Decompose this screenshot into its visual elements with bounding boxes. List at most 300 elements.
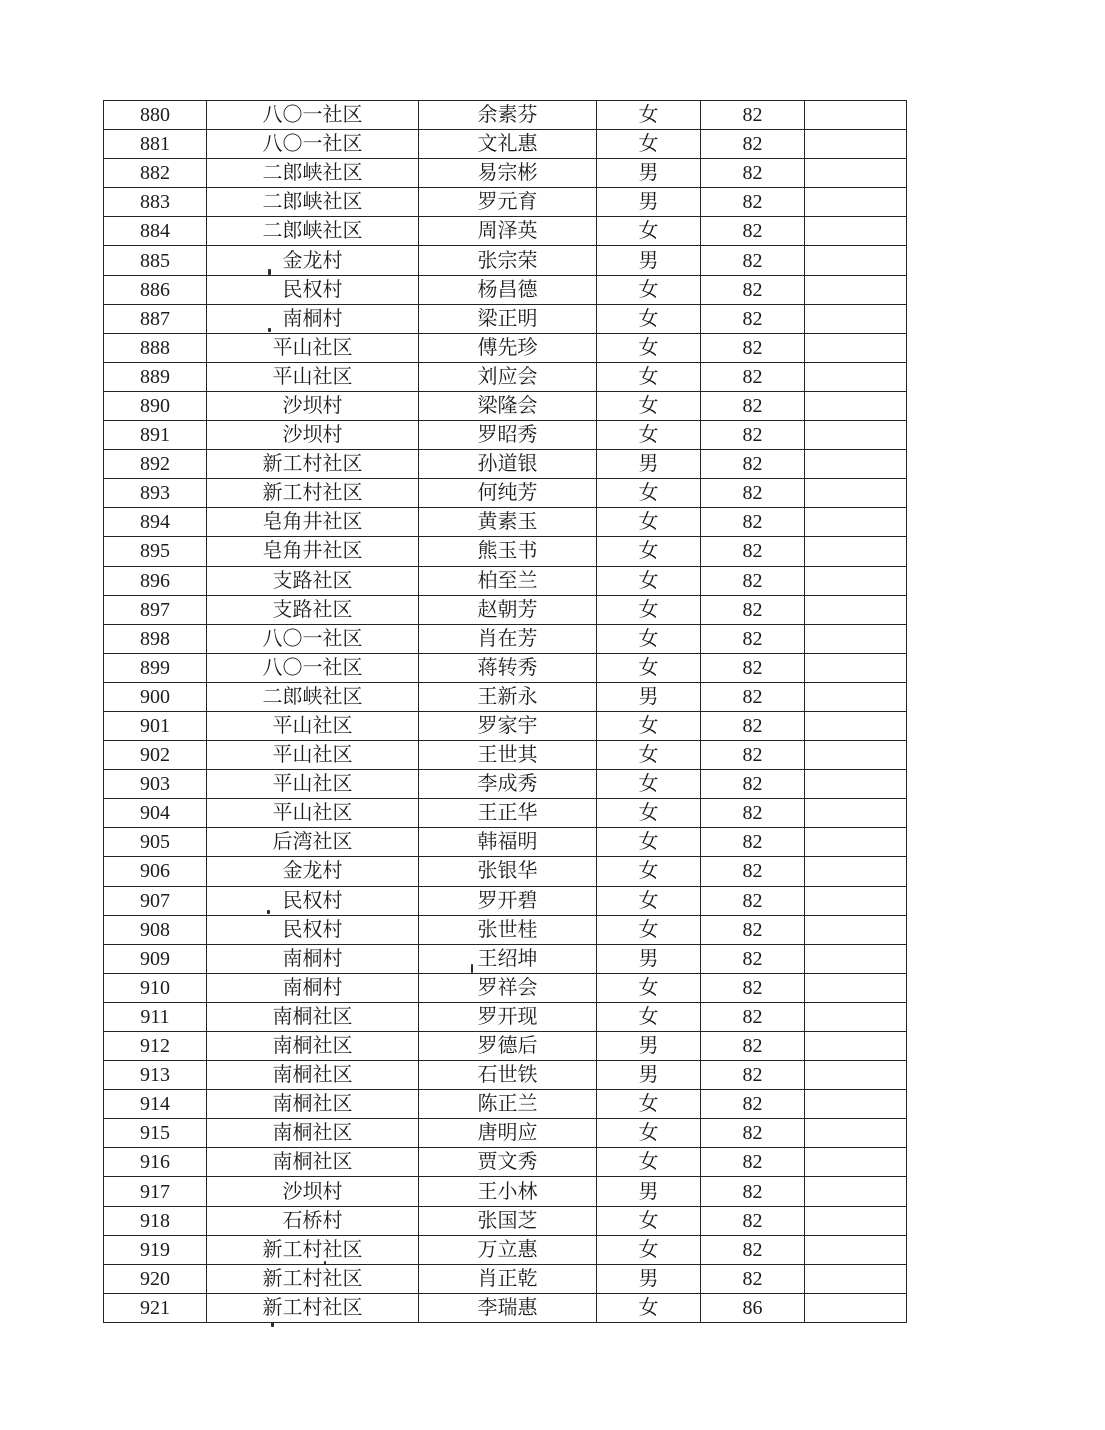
cell-serial: 880 [104,101,207,130]
cell-gender: 女 [597,566,701,595]
table-row [104,362,907,391]
cell-age: 82 [701,1119,805,1148]
cell-note [805,275,907,304]
cell-community: 沙坝村 [207,391,419,420]
cell-name: 李瑞惠 [419,1293,597,1322]
cell-gender: 女 [597,886,701,915]
cell-note [805,333,907,362]
table-row [104,973,907,1002]
table-row [104,1264,907,1293]
cell-name: 肖正乾 [419,1264,597,1293]
cell-serial: 884 [104,217,207,246]
cell-community: 后湾社区 [207,828,419,857]
cell-community: 新工村社区 [207,1293,419,1322]
cell-serial: 904 [104,799,207,828]
cell-age: 82 [701,362,805,391]
cell-age: 82 [701,799,805,828]
cell-name: 贾文秀 [419,1148,597,1177]
cell-age: 82 [701,886,805,915]
cell-gender: 女 [597,362,701,391]
cell-note [805,391,907,420]
cell-name: 周泽英 [419,217,597,246]
cell-age: 82 [701,159,805,188]
cell-serial: 901 [104,711,207,740]
cell-community: 支路社区 [207,566,419,595]
cell-community: 新工村社区 [207,1264,419,1293]
cell-community: 二郎峡社区 [207,682,419,711]
cell-name: 罗开现 [419,1002,597,1031]
cell-community: 平山社区 [207,799,419,828]
table-row [104,566,907,595]
cell-note [805,799,907,828]
table-row [104,1148,907,1177]
resident-roster-table [103,100,907,1323]
cell-note [805,1293,907,1322]
cell-note [805,246,907,275]
cell-note [805,857,907,886]
cell-age: 82 [701,711,805,740]
cell-name: 黄素玉 [419,508,597,537]
cell-name: 韩福明 [419,828,597,857]
cell-name: 罗开碧 [419,886,597,915]
cell-serial: 890 [104,391,207,420]
cell-serial: 909 [104,944,207,973]
cell-gender: 女 [597,1293,701,1322]
table-row [104,1206,907,1235]
scan-speck [268,269,271,275]
cell-serial: 881 [104,130,207,159]
cell-name: 万立惠 [419,1235,597,1264]
cell-name: 李成秀 [419,770,597,799]
cell-serial: 919 [104,1235,207,1264]
cell-name: 王世其 [419,741,597,770]
table-row [104,595,907,624]
cell-note [805,130,907,159]
cell-gender: 男 [597,1032,701,1061]
cell-age: 82 [701,275,805,304]
cell-serial: 918 [104,1206,207,1235]
cell-serial: 882 [104,159,207,188]
cell-gender: 男 [597,1177,701,1206]
cell-age: 82 [701,770,805,799]
table-row [104,217,907,246]
cell-age: 82 [701,624,805,653]
cell-gender: 男 [597,1264,701,1293]
cell-serial: 903 [104,770,207,799]
table-row [104,711,907,740]
cell-serial: 900 [104,682,207,711]
cell-note [805,101,907,130]
cell-age: 82 [701,130,805,159]
cell-age: 82 [701,741,805,770]
table-row [104,333,907,362]
cell-community: 沙坝村 [207,421,419,450]
cell-gender: 女 [597,711,701,740]
cell-age: 82 [701,653,805,682]
table-row [104,101,907,130]
cell-age: 82 [701,915,805,944]
table-row [104,828,907,857]
cell-serial: 891 [104,421,207,450]
cell-note [805,1119,907,1148]
cell-note [805,362,907,391]
cell-age: 82 [701,595,805,624]
cell-gender: 男 [597,159,701,188]
cell-name: 易宗彬 [419,159,597,188]
table-row [104,770,907,799]
cell-name: 肖在芳 [419,624,597,653]
cell-community: 八〇一社区 [207,130,419,159]
cell-community: 二郎峡社区 [207,188,419,217]
cell-serial: 885 [104,246,207,275]
cell-serial: 897 [104,595,207,624]
cell-note [805,1177,907,1206]
cell-note [805,217,907,246]
cell-age: 82 [701,1235,805,1264]
cell-community: 民权村 [207,275,419,304]
cell-serial: 917 [104,1177,207,1206]
cell-community: 平山社区 [207,741,419,770]
table-row [104,421,907,450]
cell-note [805,915,907,944]
scan-speck [267,910,270,914]
cell-serial: 907 [104,886,207,915]
cell-name: 唐明应 [419,1119,597,1148]
cell-name: 余素芬 [419,101,597,130]
cell-name: 刘应会 [419,362,597,391]
cell-age: 82 [701,1264,805,1293]
cell-gender: 女 [597,799,701,828]
cell-gender: 女 [597,304,701,333]
cell-serial: 921 [104,1293,207,1322]
cell-community: 民权村 [207,886,419,915]
cell-name: 熊玉书 [419,537,597,566]
cell-community: 皂角井社区 [207,537,419,566]
cell-gender: 女 [597,1206,701,1235]
table-row [104,653,907,682]
cell-note [805,1235,907,1264]
cell-serial: 910 [104,973,207,1002]
cell-gender: 女 [597,333,701,362]
cell-gender: 女 [597,101,701,130]
cell-gender: 女 [597,130,701,159]
cell-age: 82 [701,566,805,595]
cell-gender: 男 [597,450,701,479]
cell-gender: 男 [597,682,701,711]
cell-name: 石世铁 [419,1061,597,1090]
cell-community: 南桐社区 [207,1090,419,1119]
cell-name: 张宗荣 [419,246,597,275]
cell-community: 二郎峡社区 [207,159,419,188]
cell-age: 82 [701,1177,805,1206]
cell-gender: 女 [597,857,701,886]
cell-community: 南桐社区 [207,1148,419,1177]
cell-community: 新工村社区 [207,450,419,479]
cell-note [805,450,907,479]
cell-serial: 896 [104,566,207,595]
cell-serial: 906 [104,857,207,886]
cell-gender: 女 [597,391,701,420]
cell-note [805,711,907,740]
table-row [104,624,907,653]
cell-community: 平山社区 [207,770,419,799]
cell-age: 82 [701,333,805,362]
cell-community: 南桐村 [207,304,419,333]
table-row [104,246,907,275]
cell-community: 新工村社区 [207,1235,419,1264]
cell-gender: 女 [597,624,701,653]
table-row [104,450,907,479]
cell-note [805,1002,907,1031]
cell-note [805,1148,907,1177]
cell-age: 82 [701,973,805,1002]
cell-serial: 908 [104,915,207,944]
cell-name: 王正华 [419,799,597,828]
cell-age: 82 [701,857,805,886]
cell-gender: 男 [597,246,701,275]
cell-name: 罗家宇 [419,711,597,740]
cell-gender: 女 [597,1235,701,1264]
cell-community: 支路社区 [207,595,419,624]
cell-age: 82 [701,479,805,508]
cell-name: 杨昌德 [419,275,597,304]
cell-gender: 女 [597,421,701,450]
cell-gender: 女 [597,1119,701,1148]
cell-name: 张国芝 [419,1206,597,1235]
cell-age: 82 [701,246,805,275]
cell-age: 82 [701,1090,805,1119]
table-row [104,1177,907,1206]
cell-age: 82 [701,828,805,857]
cell-age: 82 [701,508,805,537]
cell-gender: 女 [597,973,701,1002]
cell-community: 新工村社区 [207,479,419,508]
cell-name: 孙道银 [419,450,597,479]
cell-gender: 女 [597,770,701,799]
table-row [104,682,907,711]
cell-serial: 914 [104,1090,207,1119]
cell-note [805,159,907,188]
cell-gender: 男 [597,1061,701,1090]
table-row [104,799,907,828]
table-row [104,479,907,508]
cell-name: 王小林 [419,1177,597,1206]
cell-community: 南桐社区 [207,1061,419,1090]
cell-serial: 916 [104,1148,207,1177]
table-row [104,1119,907,1148]
cell-name: 罗元育 [419,188,597,217]
table-row [104,304,907,333]
cell-age: 82 [701,450,805,479]
cell-name: 赵朝芳 [419,595,597,624]
scan-speck [324,1261,326,1265]
cell-name: 傅先珍 [419,333,597,362]
cell-note [805,1032,907,1061]
cell-name: 罗德后 [419,1032,597,1061]
cell-note [805,624,907,653]
cell-age: 82 [701,304,805,333]
cell-name: 蒋转秀 [419,653,597,682]
cell-age: 82 [701,1148,805,1177]
cell-serial: 905 [104,828,207,857]
cell-name: 梁隆会 [419,391,597,420]
table-row [104,886,907,915]
cell-note [805,944,907,973]
cell-serial: 913 [104,1061,207,1090]
cell-note [805,537,907,566]
cell-age: 82 [701,101,805,130]
cell-serial: 887 [104,304,207,333]
cell-community: 平山社区 [207,333,419,362]
cell-community: 沙坝村 [207,1177,419,1206]
cell-gender: 女 [597,915,701,944]
cell-serial: 894 [104,508,207,537]
table-row [104,275,907,304]
cell-note [805,566,907,595]
cell-gender: 男 [597,944,701,973]
table-row [104,130,907,159]
cell-name: 王新永 [419,682,597,711]
table-row [104,537,907,566]
cell-serial: 883 [104,188,207,217]
cell-note [805,304,907,333]
cell-community: 南桐社区 [207,1119,419,1148]
cell-note [805,188,907,217]
cell-gender: 女 [597,595,701,624]
cell-name: 张银华 [419,857,597,886]
cell-age: 82 [701,421,805,450]
cell-gender: 男 [597,188,701,217]
table-row [104,944,907,973]
cell-gender: 女 [597,1002,701,1031]
cell-serial: 892 [104,450,207,479]
cell-serial: 920 [104,1264,207,1293]
cell-serial: 886 [104,275,207,304]
cell-serial: 902 [104,741,207,770]
cell-name: 张世桂 [419,915,597,944]
cell-age: 82 [701,1061,805,1090]
cell-serial: 893 [104,479,207,508]
scan-speck [268,328,271,332]
cell-name: 王绍坤 [419,944,597,973]
cell-note [805,479,907,508]
cell-gender: 女 [597,1148,701,1177]
cell-note [805,770,907,799]
cell-community: 民权村 [207,915,419,944]
cell-community: 南桐村 [207,973,419,1002]
cell-gender: 女 [597,508,701,537]
cell-age: 82 [701,1002,805,1031]
table-row [104,508,907,537]
cell-note [805,1264,907,1293]
table-row [104,1293,907,1322]
table-row [104,1032,907,1061]
cell-community: 八〇一社区 [207,624,419,653]
scan-speck [271,1322,274,1327]
table-row [104,741,907,770]
cell-serial: 888 [104,333,207,362]
cell-age: 82 [701,944,805,973]
cell-community: 八〇一社区 [207,653,419,682]
cell-community: 皂角井社区 [207,508,419,537]
cell-name: 罗昭秀 [419,421,597,450]
table-row [104,1090,907,1119]
cell-note [805,973,907,1002]
cell-name: 梁正明 [419,304,597,333]
cell-community: 平山社区 [207,362,419,391]
cell-note [805,828,907,857]
cell-age: 86 [701,1293,805,1322]
cell-community: 金龙村 [207,246,419,275]
cell-note [805,1206,907,1235]
cell-note [805,653,907,682]
cell-age: 82 [701,1206,805,1235]
table-row [104,1061,907,1090]
cell-serial: 889 [104,362,207,391]
cell-name: 文礼惠 [419,130,597,159]
cell-note [805,886,907,915]
cell-age: 82 [701,682,805,711]
cell-note [805,421,907,450]
cell-serial: 899 [104,653,207,682]
cell-age: 82 [701,1032,805,1061]
cell-note [805,682,907,711]
cell-serial: 912 [104,1032,207,1061]
table-row [104,915,907,944]
cell-name: 柏至兰 [419,566,597,595]
cell-note [805,1061,907,1090]
cell-gender: 女 [597,653,701,682]
cell-serial: 915 [104,1119,207,1148]
cell-gender: 女 [597,537,701,566]
table-row [104,857,907,886]
cell-community: 二郎峡社区 [207,217,419,246]
cell-community: 金龙村 [207,857,419,886]
resident-table-body [104,101,907,1323]
cell-serial: 911 [104,1002,207,1031]
cell-name: 罗祥会 [419,973,597,1002]
cell-note [805,595,907,624]
cell-note [805,741,907,770]
cell-note [805,1090,907,1119]
cell-community: 石桥村 [207,1206,419,1235]
table-row [104,159,907,188]
cell-age: 82 [701,537,805,566]
cell-gender: 女 [597,828,701,857]
cell-community: 平山社区 [207,711,419,740]
cell-serial: 898 [104,624,207,653]
cell-name: 陈正兰 [419,1090,597,1119]
scan-speck [471,964,473,973]
table-row [104,188,907,217]
cell-age: 82 [701,217,805,246]
cell-community: 南桐村 [207,944,419,973]
cell-gender: 女 [597,275,701,304]
cell-community: 南桐社区 [207,1002,419,1031]
cell-gender: 女 [597,741,701,770]
cell-serial: 895 [104,537,207,566]
table-row [104,1002,907,1031]
cell-age: 82 [701,188,805,217]
cell-note [805,508,907,537]
cell-gender: 女 [597,1090,701,1119]
cell-community: 八〇一社区 [207,101,419,130]
cell-community: 南桐社区 [207,1032,419,1061]
cell-gender: 女 [597,479,701,508]
table-row [104,391,907,420]
cell-gender: 女 [597,217,701,246]
table-row [104,1235,907,1264]
